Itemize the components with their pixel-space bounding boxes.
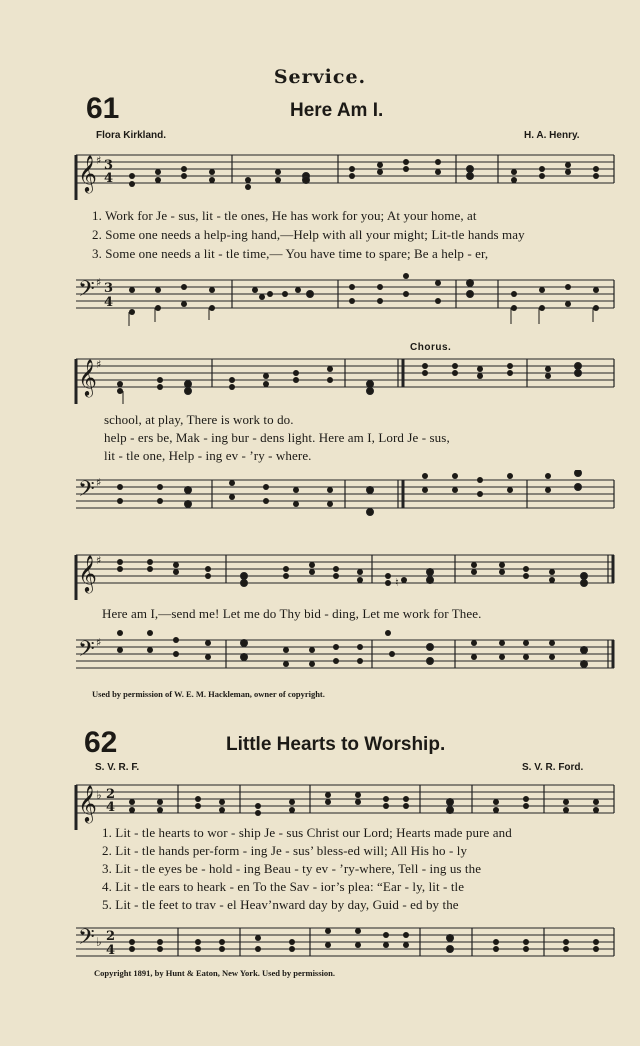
- hymn-62-lyricist: S. V. R. F.: [95, 762, 140, 773]
- hymn-61-number: 61: [86, 92, 120, 125]
- hymn-62-treble-staff: [0, 780, 640, 830]
- svg-text:𝄞: 𝄞: [78, 154, 97, 192]
- svg-text:♯: ♯: [96, 554, 102, 567]
- svg-text:𝄢: 𝄢: [78, 277, 95, 307]
- hymn-61-composer: H. A. Henry.: [524, 130, 580, 141]
- hymn-61-system-2-bass-staff: [0, 470, 640, 530]
- svg-text:♯: ♯: [96, 358, 102, 371]
- hymn-62-verse-line: 2. Lit - tle hands per-form - ing Je - sus’ bless-ed will; All His ho - ly: [102, 843, 468, 858]
- svg-text:4: 4: [106, 800, 116, 815]
- svg-text:𝄢: 𝄢: [78, 637, 95, 667]
- svg-text:♯: ♯: [96, 636, 102, 649]
- svg-text:4: 4: [104, 171, 114, 186]
- svg-text:2: 2: [106, 929, 116, 944]
- svg-text:3: 3: [104, 158, 114, 173]
- hymn-61-verse-line: help - ers be, Mak - ing bur - dens light. Here am I, Lord Je - sus,: [104, 430, 450, 445]
- hymn-61-permission-note: Used by permission of W. E. M. Hackleman, owner of copyright.: [92, 689, 325, 699]
- hymn-62-bass-staff: [0, 918, 640, 968]
- svg-text:♯: ♯: [96, 154, 102, 167]
- hymn-61-system-3-treble-staff: [0, 550, 640, 600]
- svg-text:♯: ♯: [96, 476, 102, 489]
- hymn-62-verse-line: 5. Lit - tle feet to trav - el Heav’nward day by day, Guid - ed by the: [102, 897, 459, 912]
- svg-text:2: 2: [106, 787, 116, 802]
- svg-text:♮: ♮: [395, 576, 399, 589]
- svg-text:𝄞: 𝄞: [78, 554, 97, 592]
- hymn-61-verse-line: 2. Some one needs a help-ing hand,—Help with all your might; Lit-tle hands may: [92, 227, 525, 242]
- svg-text:4: 4: [106, 943, 116, 958]
- svg-text:𝄢: 𝄢: [78, 925, 95, 955]
- svg-text:4: 4: [104, 295, 114, 310]
- hymn-61-refrain-line: Here am I,—send me! Let me do Thy bid - ding, Let me work for Thee.: [102, 606, 482, 621]
- svg-text:♭: ♭: [96, 935, 102, 949]
- svg-text:♯: ♯: [96, 276, 102, 289]
- svg-text:𝄞: 𝄞: [78, 358, 97, 396]
- svg-text:♭: ♭: [96, 788, 102, 802]
- hymn-61-chorus-label: Chorus.: [410, 342, 452, 353]
- hymn-61-verse-line: 3. Some one needs a lit - tle time,— You have time to spare; Be a help - er,: [92, 246, 489, 261]
- hymn-62-composer: S. V. R. Ford.: [522, 762, 584, 773]
- section-title: Service.: [273, 66, 367, 88]
- hymn-61-system-1-treble-staff: [0, 150, 640, 200]
- hymn-61-system-1-bass-staff: [0, 270, 640, 330]
- hymn-61-verse-line: 1. Work for Je - sus, lit - tle ones, He has work for you; At your home, at: [92, 208, 477, 223]
- hymn-61-verse-line: school, at play, There is work to do.: [104, 412, 294, 427]
- hymn-62-title: Little Hearts to Worship.: [226, 734, 446, 755]
- hymn-61-title: Here Am I.: [290, 100, 384, 121]
- hymn-62-verse-line: 3. Lit - tle eyes be - hold - ing Beau - ty ev - ’ry-where, Tell - ing us the: [102, 861, 482, 876]
- hymn-62-number: 62: [84, 726, 118, 759]
- svg-text:𝄞: 𝄞: [78, 784, 97, 822]
- svg-text:𝄢: 𝄢: [78, 477, 95, 507]
- hymn-61-lyricist: Flora Kirkland.: [96, 130, 167, 141]
- hymn-61-system-2-treble-staff: [0, 354, 640, 404]
- hymn-62-verse-line: 4. Lit - tle ears to heark - en To the Sav - ior’s plea: “Ear - ly, lit - tle: [102, 879, 465, 894]
- hymn-61-system-3-bass-staff: [0, 630, 640, 690]
- hymn-62-copyright-note: Copyright 1891, by Hunt & Eaton, New York. Used by permission.: [94, 968, 336, 978]
- hymn-61-verse-line: lit - tle one, Help - ing ev - ’ry - where.: [104, 448, 312, 463]
- svg-text:3: 3: [104, 281, 114, 296]
- hymn-62-verse-line: 1. Lit - tle hearts to wor - ship Je - sus Christ our Lord; Hearts made pure and: [102, 825, 512, 840]
